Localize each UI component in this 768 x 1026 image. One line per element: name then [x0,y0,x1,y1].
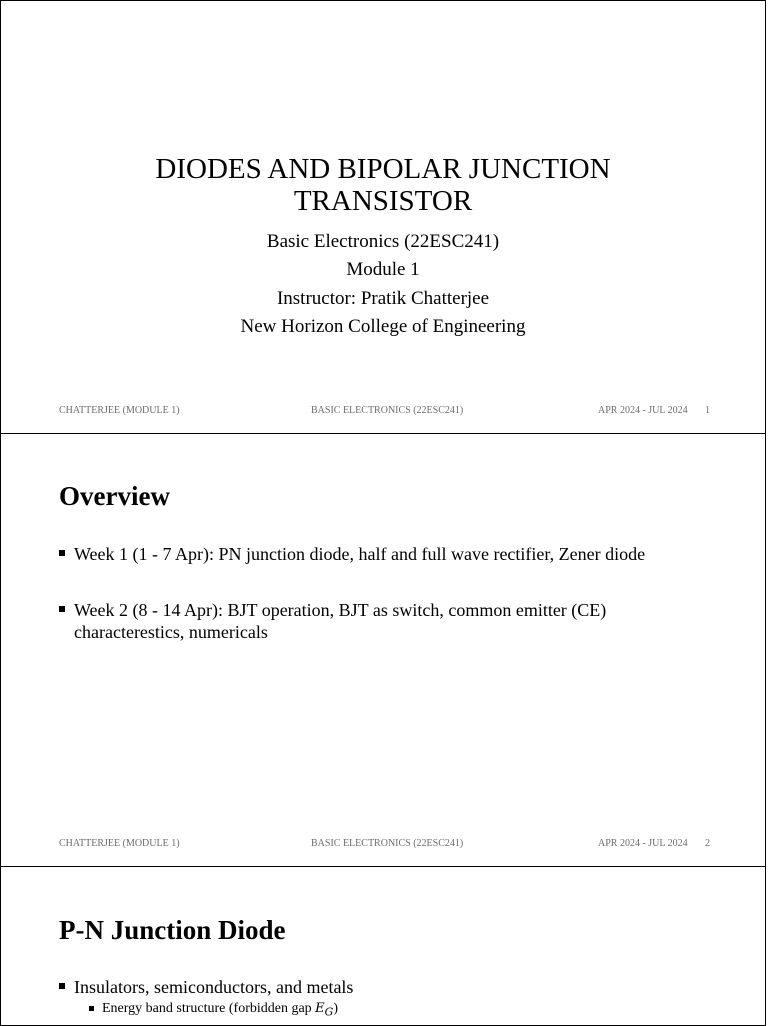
course-name: Basic Electronics (22ESC241) [266,231,500,252]
list-item [59,543,719,565]
bullet-square-icon [59,606,65,612]
bullet-text: Week 2 (8 - 14 Apr): BJT operation, BJT as switch, common emitter (CE) characterestics, numericals [74,600,607,642]
footer-date: APR 2024 - JUL 2024 [598,838,688,849]
instructor-label: Instructor: Pratik Chatterjee [276,288,490,309]
college-label: New Horizon College of Engineering [240,316,526,337]
sub-bullet-suffix: ) [333,1001,338,1016]
bullet-square-icon [59,550,65,556]
list-item [59,599,719,643]
bullet-square-icon [89,1006,94,1011]
sub-bullet-prefix: Energy band structure (forbidden gap [102,1001,316,1016]
slide-2 [0,433,766,867]
bullet-text: Insulators, semiconductors, and metals [74,977,354,997]
sub-bullet-text [102,1000,709,1022]
footer-author: CHATTERJEE (MODULE 1) [59,838,180,849]
math-symbol-base: E [315,1001,325,1016]
slide-title [1,153,765,217]
footer-date: APR 2024 - JUL 2024 [598,405,688,416]
sub-list-item [89,1000,709,1022]
slide-footer [1,838,765,852]
title-line-2: TRANSISTOR [293,185,473,217]
slide-3 [0,866,766,1026]
list-item [59,976,719,998]
bullet-square-icon [59,983,65,989]
title-line-1: DIODES AND BIPOLAR JUNCTION [155,153,611,185]
math-symbol [315,1001,334,1019]
footer-page-number: 2 [705,838,710,849]
math-symbol-subscript: G [324,1005,334,1019]
slide-heading: Overview [59,481,170,511]
slide-footer [1,405,765,419]
footer-course: BASIC ELECTRONICS (22ESC241) [311,838,464,849]
module-label: Module 1 [346,259,420,280]
footer-course: BASIC ELECTRONICS (22ESC241) [311,405,464,416]
footer-author: CHATTERJEE (MODULE 1) [59,405,180,416]
footer-page-number: 1 [705,405,710,416]
slide-1 [0,0,766,434]
slide-heading: P-N Junction Diode [59,915,286,945]
bullet-text: Week 1 (1 - 7 Apr): PN junction diode, half and full wave rectifier, Zener diode [74,544,646,564]
